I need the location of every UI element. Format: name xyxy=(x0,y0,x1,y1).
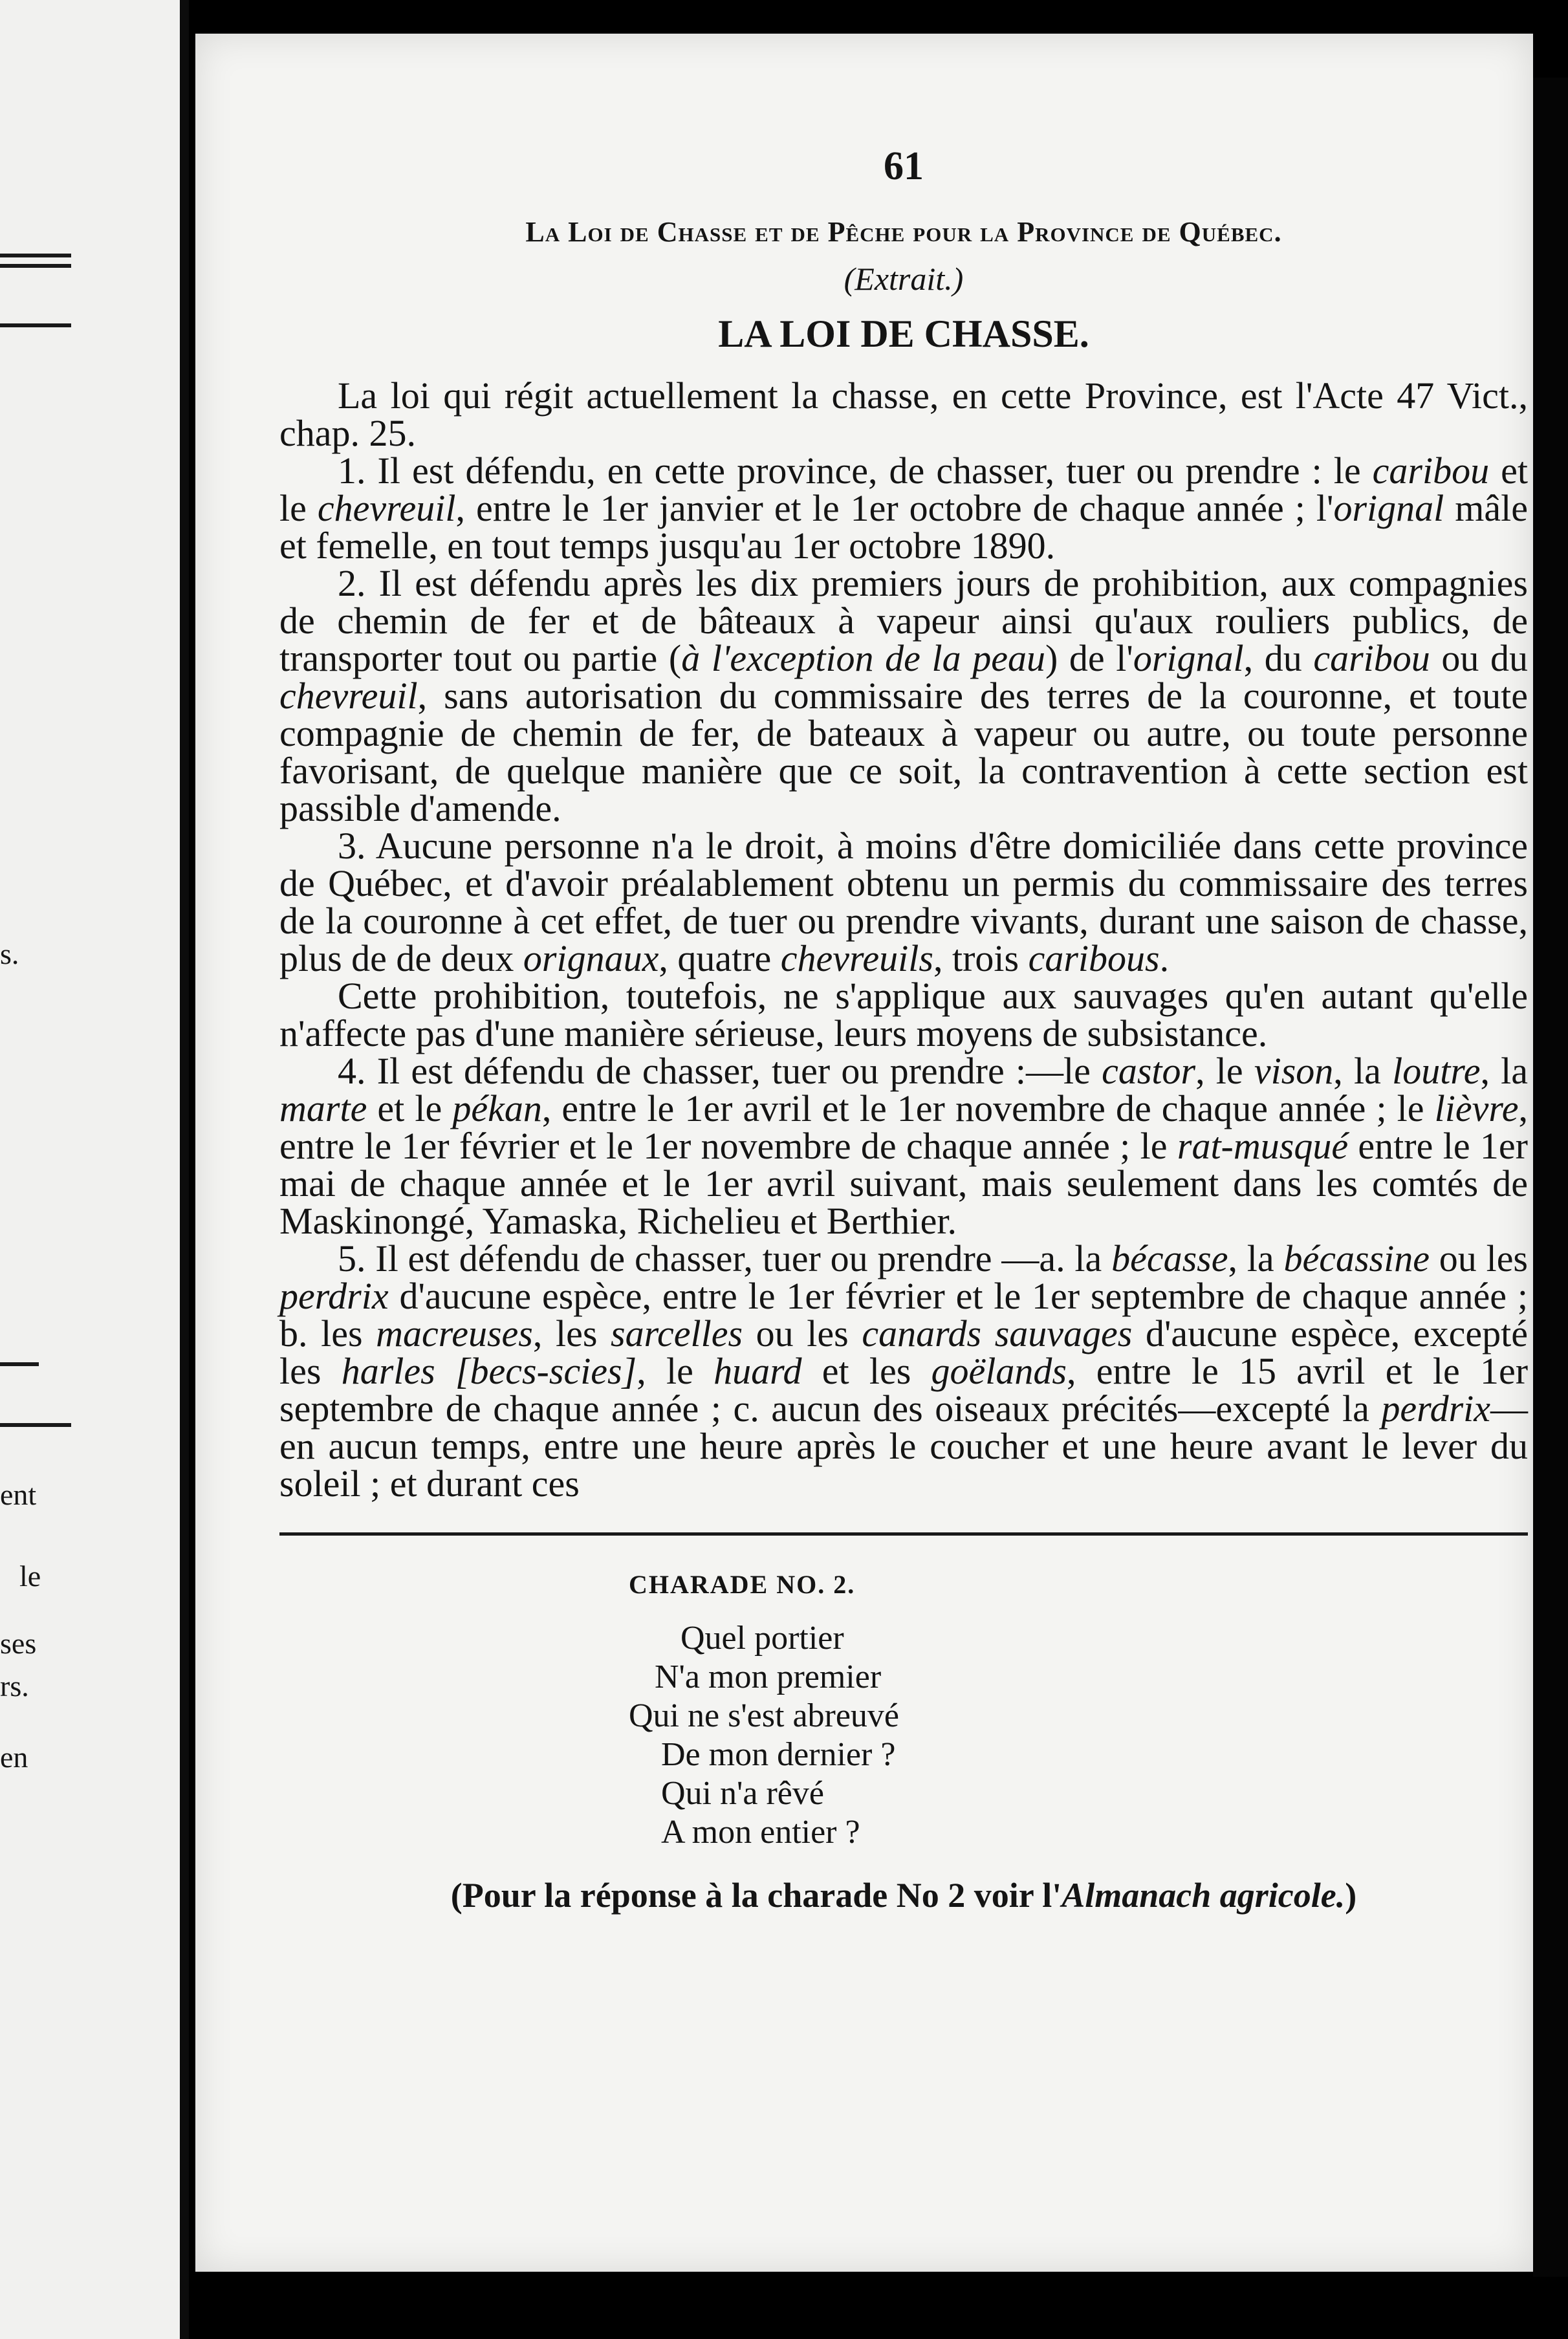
italic-term: chevreuil xyxy=(317,487,456,529)
italic-term: harles [becs-scies] xyxy=(341,1350,637,1392)
italic-term: bécassine xyxy=(1283,1237,1430,1279)
text-run: Cette prohibition, toutefois, ne s'applique aux sauvages qu'en autant qu'elle n'affecte pas d'une manière sérieuse, leurs moyens de subsistance. xyxy=(279,975,1528,1054)
text-run: 4. Il est défendu de chasser, tuer ou prendre :—le xyxy=(338,1050,1102,1092)
book-gutter xyxy=(180,0,189,2339)
charade-answer-note xyxy=(279,1875,1528,1915)
italic-term: rat-musqué xyxy=(1177,1125,1349,1167)
italic-term: à l'exception de la peau xyxy=(681,637,1045,679)
italic-term: chevreuil xyxy=(279,675,418,717)
text-run: 2. Il est défendu après les dix premiers jours de prohibition, aux compagnies de chemin de fer et de bâteaux à vapeur ainsi qu'aux rouliers publics, de transporter tout ou partie ( xyxy=(279,562,1528,679)
body-paragraph xyxy=(279,452,1528,565)
text-run: , entre le 1er février et le 1er novembre de chaque année ; le xyxy=(279,1087,1528,1167)
text-run: , trois xyxy=(933,937,1029,979)
facing-page-rule xyxy=(0,254,71,257)
text-run: , entre le 15 avril et le 1er septembre de chaque année ; c. aucun des oiseaux précités—excepté la xyxy=(279,1350,1529,1430)
facing-page-text: rs. xyxy=(0,1670,29,1703)
facing-page-text: ent xyxy=(0,1478,37,1511)
text-run: ) de l' xyxy=(1045,637,1133,679)
text-run: , la xyxy=(1480,1050,1529,1092)
italic-term: castor xyxy=(1102,1050,1196,1092)
body-paragraph xyxy=(279,377,1528,452)
italic-term: caribou xyxy=(1313,637,1430,679)
body-paragraph xyxy=(279,1237,1529,1505)
facing-page-text: ses xyxy=(0,1627,37,1660)
text-run: , les xyxy=(532,1312,611,1354)
italic-term: loutre xyxy=(1392,1050,1481,1092)
poem-line: N'a mon premier xyxy=(655,1659,882,1695)
facing-page-rule xyxy=(0,264,71,268)
italic-term: perdrix xyxy=(1381,1387,1490,1430)
text-run: , le xyxy=(637,1350,714,1392)
body-paragraph xyxy=(279,1052,1528,1240)
charade-poem xyxy=(629,1619,1528,1852)
page-header: La Loi de Chasse et de Pêche pour la Province de Québec. xyxy=(525,216,1282,248)
text-run: ou du xyxy=(1430,637,1529,679)
poem-line: De mon dernier ? xyxy=(661,1736,896,1773)
italic-term: pékan xyxy=(452,1087,542,1129)
charade-title: CHARADE NO. 2. xyxy=(629,1570,856,1599)
section-title: LA LOI DE CHASSE. xyxy=(718,312,1089,355)
text-run: et le xyxy=(279,450,1529,529)
italic-term: marte xyxy=(279,1087,367,1129)
italic-term: caribou xyxy=(1372,450,1490,492)
facing-page-text: s. xyxy=(0,937,19,970)
facing-page-text: en xyxy=(0,1741,28,1774)
italic-term: perdrix xyxy=(279,1275,389,1317)
answer-suffix: ) xyxy=(1345,1876,1357,1915)
italic-term: goëlands xyxy=(931,1350,1067,1392)
italic-term: sarcelles xyxy=(611,1312,743,1354)
facing-page-rule xyxy=(0,323,71,327)
poem-line: A mon entier ? xyxy=(661,1814,860,1851)
italic-term: chevreuils xyxy=(780,937,933,979)
italic-term: canards sauvages xyxy=(862,1312,1133,1354)
text-run: , la xyxy=(1228,1237,1284,1279)
text-run: ou les xyxy=(743,1312,862,1354)
section-divider xyxy=(279,1532,1528,1536)
italic-term: orignal xyxy=(1333,487,1444,529)
text-run: 5. Il est défendu de chasser, tuer ou prendre —a. la xyxy=(338,1237,1112,1279)
text-run: La loi qui régit actuellement la chasse, en cette Province, est l'Acte 47 Vict., chap. 25. xyxy=(279,375,1528,454)
answer-title: Almanach agricole. xyxy=(1062,1876,1345,1915)
text-run: d'aucune espèce, entre le 1er février et le 1er septembre de chaque année ; b. les xyxy=(279,1275,1528,1354)
text-run: , le xyxy=(1195,1050,1254,1092)
body-text xyxy=(279,377,1528,1503)
text-run: , la xyxy=(1333,1050,1393,1092)
body-paragraph xyxy=(279,977,1528,1052)
body-paragraph xyxy=(279,827,1528,977)
text-run: , quatre xyxy=(659,937,781,979)
text-run: entre le 1er mai de chaque année et le 1er avril suivant, mais seulement dans les comtés de Maskinongé, Yamaska, Richelieu et Berthier. xyxy=(279,1125,1528,1242)
text-run: 1. Il est défendu, en cette province, de chasser, tuer ou prendre : le xyxy=(338,450,1373,492)
italic-term: bécasse xyxy=(1111,1237,1228,1279)
poem-line: Qui n'a rêvé xyxy=(661,1775,824,1812)
text-run: . xyxy=(1159,937,1170,979)
text-run: , entre le 1er avril et le 1er novembre de chaque année ; le xyxy=(541,1087,1435,1129)
text-run: , du xyxy=(1243,637,1314,679)
italic-term: caribous xyxy=(1028,937,1160,979)
facing-page xyxy=(0,0,189,2339)
text-run: , sans autorisation du commissaire des terres de la couronne, et toute compagnie de chemin de fer, de bateaux à vapeur ou autre, ou toute personne favorisant, de quelque manière que ce soit, la contravention à cette section est passible d'amende. xyxy=(279,675,1528,829)
page-edge-shadow xyxy=(1533,78,1568,2277)
text-run: , entre le 1er janvier et le 1er octobre de chaque année ; l' xyxy=(455,487,1334,529)
page xyxy=(195,34,1533,2272)
text-run: et les xyxy=(801,1350,931,1392)
facing-page-text: le xyxy=(19,1560,41,1593)
italic-term: macreuses xyxy=(376,1312,533,1354)
italic-term: orignal xyxy=(1133,637,1244,679)
text-run: d'aucune espèce, excepté les xyxy=(279,1312,1528,1392)
page-subheader: (Extrait.) xyxy=(844,261,964,297)
text-run: —en aucun temps, entre une heure après le coucher et une heure avant le lever du soleil ; et durant ces xyxy=(279,1387,1528,1505)
page-content xyxy=(279,144,1528,1915)
body-paragraph xyxy=(279,562,1529,829)
facing-page-rule xyxy=(0,1362,39,1366)
text-run: et le xyxy=(367,1087,453,1129)
italic-term: huard xyxy=(713,1350,802,1392)
italic-term: orignaux xyxy=(523,937,659,979)
text-run: ou les xyxy=(1429,1237,1529,1279)
text-run: 3. Aucune personne n'a le droit, à moins d'être domiciliée dans cette province de Québec, et d'avoir préalablement obtenu un permis du commissaire des terres de la couronne à cet effet, de tuer ou prendre vivants, durant une saison de chasse, plus de de deux xyxy=(279,825,1528,979)
poem-line: Quel portier xyxy=(681,1620,844,1657)
poem-line: Qui ne s'est abreuvé xyxy=(629,1697,900,1734)
italic-term: lièvre xyxy=(1434,1087,1519,1129)
text-run: mâle et femelle, en tout temps jusqu'au 1er octobre 1890. xyxy=(279,487,1528,567)
answer-prefix: (Pour la réponse à la charade No 2 voir l' xyxy=(450,1876,1062,1915)
page-number: 61 xyxy=(884,144,924,188)
facing-page-rule xyxy=(0,1423,71,1427)
italic-term: vison xyxy=(1254,1050,1334,1092)
